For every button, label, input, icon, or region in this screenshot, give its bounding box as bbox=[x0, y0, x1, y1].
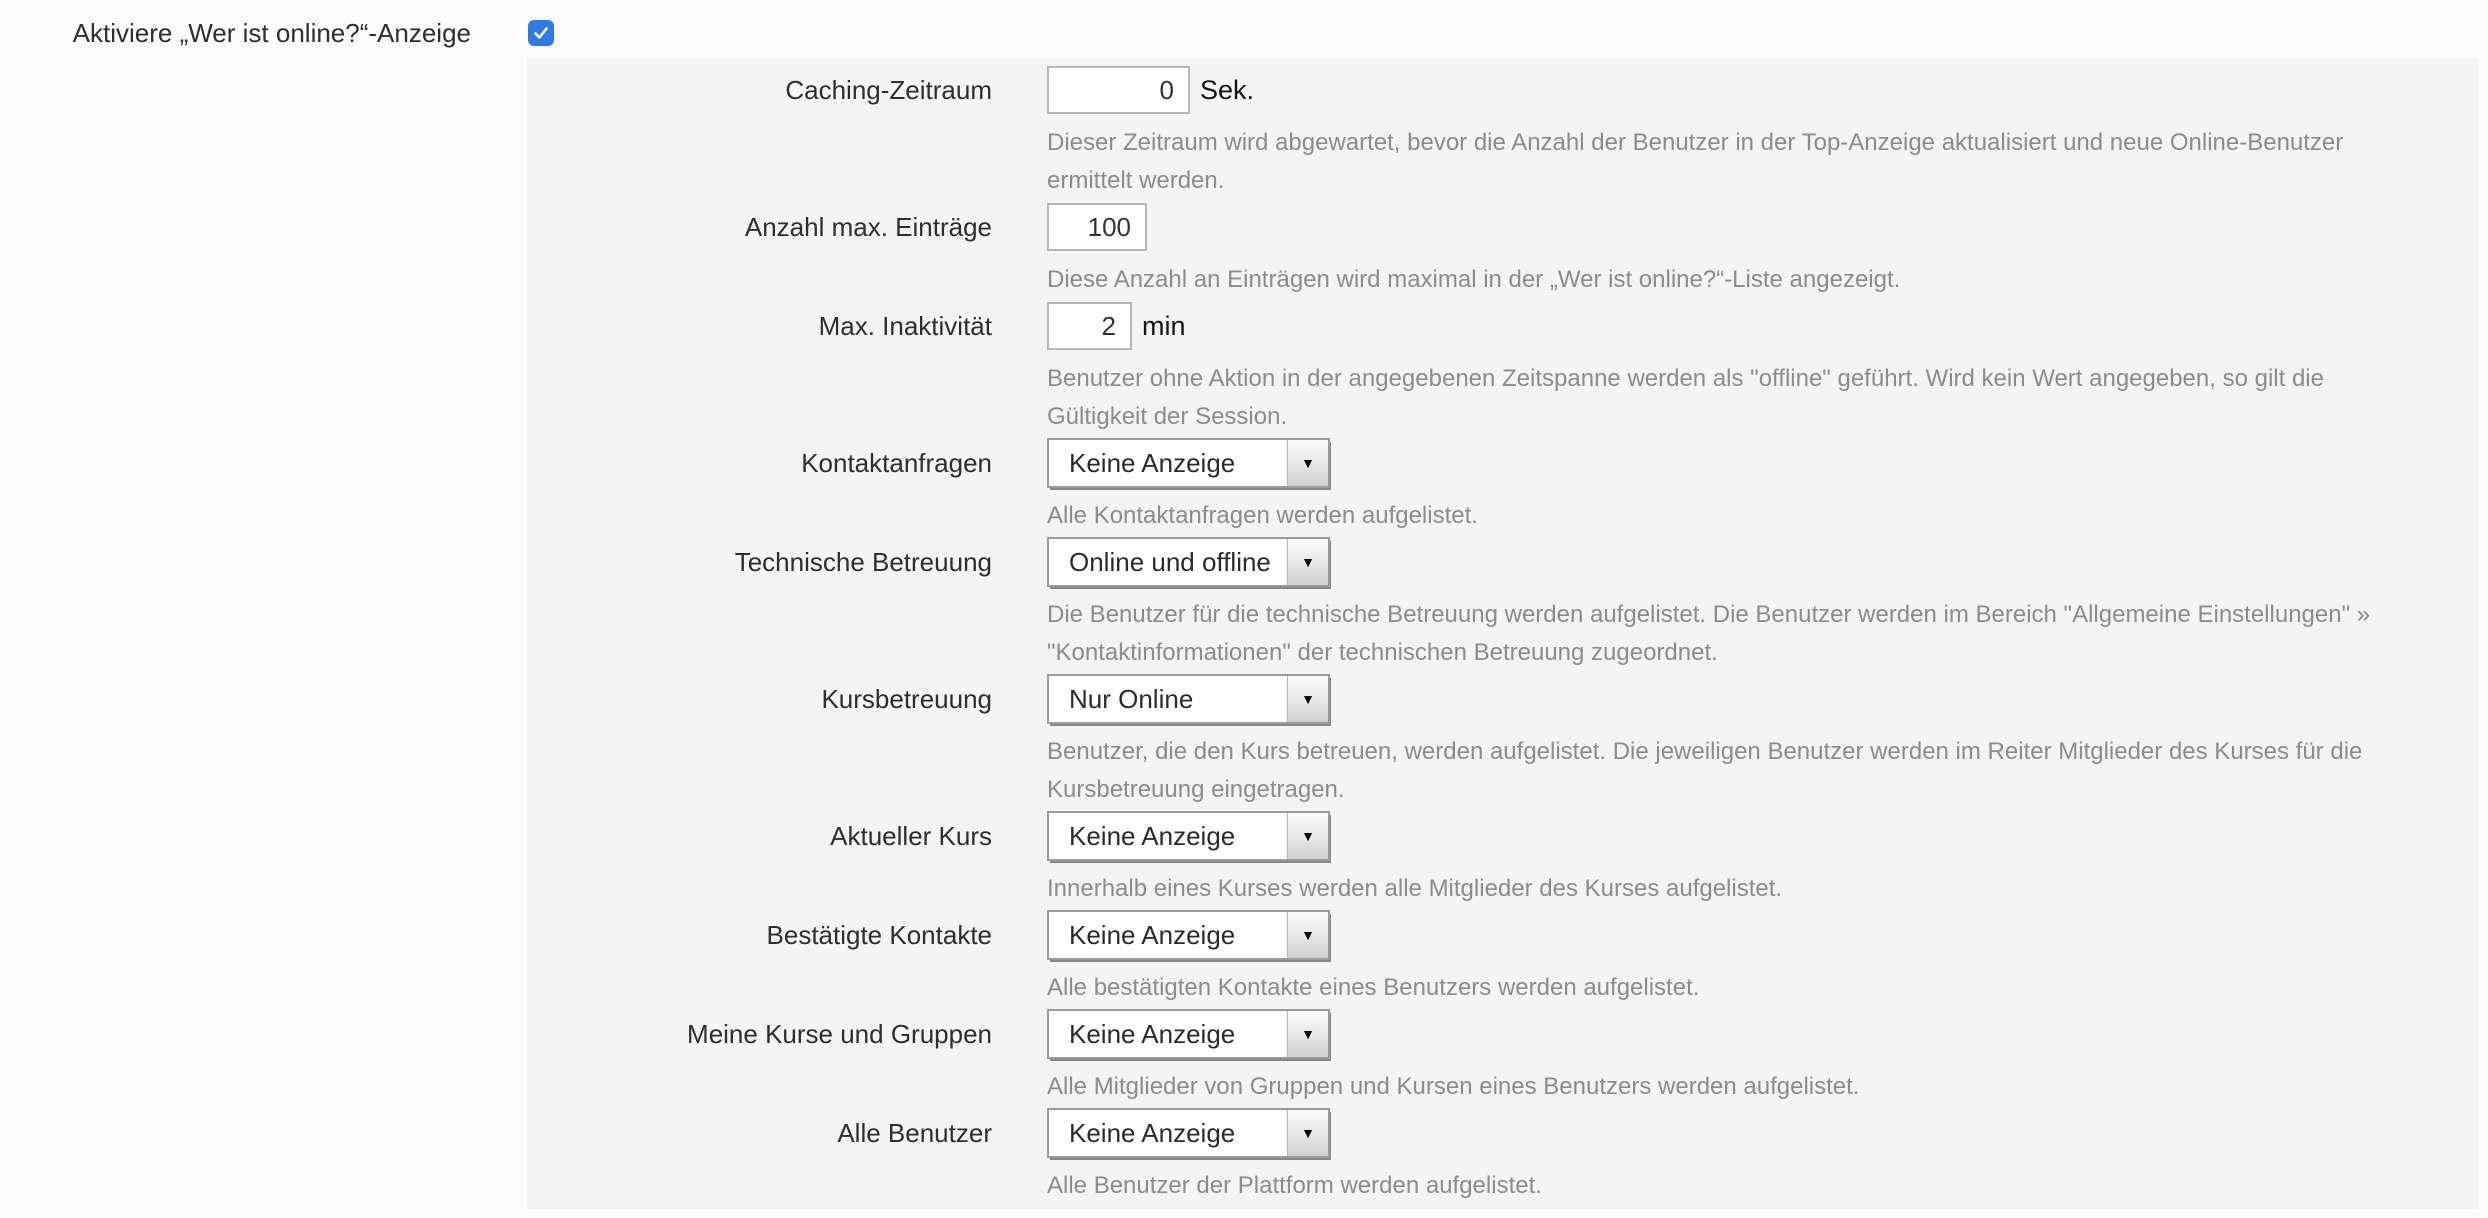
form-row-max-inaktivitaet bbox=[527, 301, 2478, 436]
kontaktanfragen-selected-value: Keine Anzeige bbox=[1069, 447, 1236, 478]
meine-kurse-und-gruppen-select[interactable] bbox=[1047, 1009, 1330, 1059]
form-row-kontaktanfragen bbox=[527, 438, 2478, 535]
field-control-area bbox=[1047, 301, 2478, 436]
aktueller-kurs-help-text: Innerhalb eines Kurses werden alle Mitglieder des Kurses aufgelistet. bbox=[1047, 875, 1783, 902]
field-control-area bbox=[1047, 202, 2478, 299]
bestaetigte-kontakte-help-text: Alle bestätigten Kontakte eines Benutzers werden aufgelistet. bbox=[1047, 974, 1700, 1001]
anzahl-max-eintraege-label: Anzahl max. Einträge bbox=[744, 212, 992, 242]
max-inaktivitaet-label: Max. Inaktivität bbox=[818, 311, 992, 341]
form-row-aktueller-kurs bbox=[527, 811, 2478, 908]
kontaktanfragen-select[interactable] bbox=[1047, 438, 1330, 488]
caching-zeitraum-unit-label: Sek. bbox=[1200, 74, 1255, 105]
bestaetigte-kontakte-select[interactable] bbox=[1047, 910, 1330, 960]
caching-zeitraum-help-text: Dieser Zeitraum wird abgewartet, bevor die Anzahl der Benutzer in der Top-Anzeige aktualisiert und neue Online-Benutzer ermittelt werden. bbox=[1047, 129, 2344, 194]
meine-kurse-und-gruppen-help-text: Alle Mitglieder von Gruppen und Kursen eines Benutzers werden aufgelistet. bbox=[1047, 1073, 1860, 1100]
field-control-area bbox=[1047, 811, 2478, 908]
alle-benutzer-select[interactable] bbox=[1047, 1108, 1330, 1158]
field-control-area bbox=[1047, 1108, 2478, 1205]
dropdown-arrow-icon: ▼ bbox=[1287, 912, 1328, 958]
check-icon bbox=[532, 24, 550, 42]
max-inaktivitaet-input[interactable] bbox=[1047, 302, 1132, 350]
activate-who-is-online-checkbox[interactable] bbox=[528, 20, 554, 46]
kursbetreuung-select[interactable] bbox=[1047, 674, 1330, 724]
technische-betreuung-label: Technische Betreuung bbox=[734, 547, 992, 577]
bestaetigte-kontakte-selected-value: Keine Anzeige bbox=[1069, 919, 1236, 950]
field-control-area bbox=[1047, 537, 2478, 672]
dropdown-arrow-icon: ▼ bbox=[1287, 676, 1328, 722]
alle-benutzer-help-text: Alle Benutzer der Plattform werden aufgelistet. bbox=[1047, 1172, 1542, 1199]
meine-kurse-und-gruppen-label: Meine Kurse und Gruppen bbox=[687, 1019, 992, 1049]
anzahl-max-eintraege-input[interactable] bbox=[1047, 203, 1147, 251]
form-row-bestaetigte-kontakte bbox=[527, 910, 2478, 1007]
field-control-area bbox=[1047, 910, 2478, 1007]
dropdown-arrow-icon: ▼ bbox=[1287, 539, 1328, 585]
field-control-area bbox=[1047, 674, 2478, 809]
form-row-kursbetreuung bbox=[527, 674, 2478, 809]
aktueller-kurs-select[interactable] bbox=[1047, 811, 1330, 861]
caching-zeitraum-input[interactable] bbox=[1047, 66, 1190, 114]
caching-zeitraum-label: Caching-Zeitraum bbox=[785, 75, 992, 105]
max-inaktivitaet-help-text: Benutzer ohne Aktion in der angegebenen Zeitspanne werden als "offline" geführt. Wird kein Wert angegeben, so gilt die Gültigkeit der Session. bbox=[1047, 365, 2324, 430]
form-row-technische-betreuung bbox=[527, 537, 2478, 672]
field-control-area bbox=[1047, 438, 2478, 535]
form-row-caching-zeitraum bbox=[527, 65, 2478, 200]
dropdown-arrow-icon: ▼ bbox=[1287, 1011, 1328, 1057]
who-is-online-settings-panel bbox=[527, 58, 2478, 1209]
aktueller-kurs-label: Aktueller Kurs bbox=[830, 821, 992, 851]
field-control-area bbox=[1047, 1009, 2478, 1106]
aktueller-kurs-selected-value: Keine Anzeige bbox=[1069, 820, 1236, 851]
technische-betreuung-select[interactable] bbox=[1047, 537, 1330, 587]
technische-betreuung-selected-value: Online und offline bbox=[1069, 546, 1271, 577]
kursbetreuung-label: Kursbetreuung bbox=[821, 684, 992, 714]
meine-kurse-und-gruppen-selected-value: Keine Anzeige bbox=[1069, 1018, 1236, 1049]
form-row-alle-benutzer bbox=[527, 1108, 2478, 1205]
activate-who-is-online-row bbox=[0, 12, 554, 54]
alle-benutzer-label: Alle Benutzer bbox=[837, 1118, 992, 1148]
activate-who-is-online-label: Aktiviere „Wer ist online?“-Anzeige bbox=[72, 18, 471, 48]
max-inaktivitaet-unit-label: min bbox=[1142, 310, 1186, 341]
field-control-area bbox=[1047, 65, 2478, 200]
anzahl-max-eintraege-help-text: Diese Anzahl an Einträgen wird maximal in der „Wer ist online?“-Liste angezeigt. bbox=[1047, 266, 1901, 293]
technische-betreuung-help-text: Die Benutzer für die technische Betreuung werden aufgelistet. Die Benutzer werden im Bereich "Allgemeine Einstellungen" » "Kontaktinformationen" der technischen Betreuung zugeordnet. bbox=[1047, 601, 2371, 666]
kontaktanfragen-help-text: Alle Kontaktanfragen werden aufgelistet. bbox=[1047, 502, 1478, 529]
kursbetreuung-selected-value: Nur Online bbox=[1069, 683, 1194, 714]
kursbetreuung-help-text: Benutzer, die den Kurs betreuen, werden aufgelistet. Die jeweiligen Benutzer werden im Reiter Mitglieder des Kurses für die Kursbetreuung eingetragen. bbox=[1047, 738, 2363, 803]
dropdown-arrow-icon: ▼ bbox=[1287, 813, 1328, 859]
dropdown-arrow-icon: ▼ bbox=[1287, 440, 1328, 486]
kontaktanfragen-label: Kontaktanfragen bbox=[801, 448, 992, 478]
form-row-anzahl-max-eintraege bbox=[527, 202, 2478, 299]
bestaetigte-kontakte-label: Bestätigte Kontakte bbox=[766, 920, 992, 950]
form-row-meine-kurse-und-gruppen bbox=[527, 1009, 2478, 1106]
dropdown-arrow-icon: ▼ bbox=[1287, 1110, 1328, 1156]
alle-benutzer-selected-value: Keine Anzeige bbox=[1069, 1117, 1236, 1148]
